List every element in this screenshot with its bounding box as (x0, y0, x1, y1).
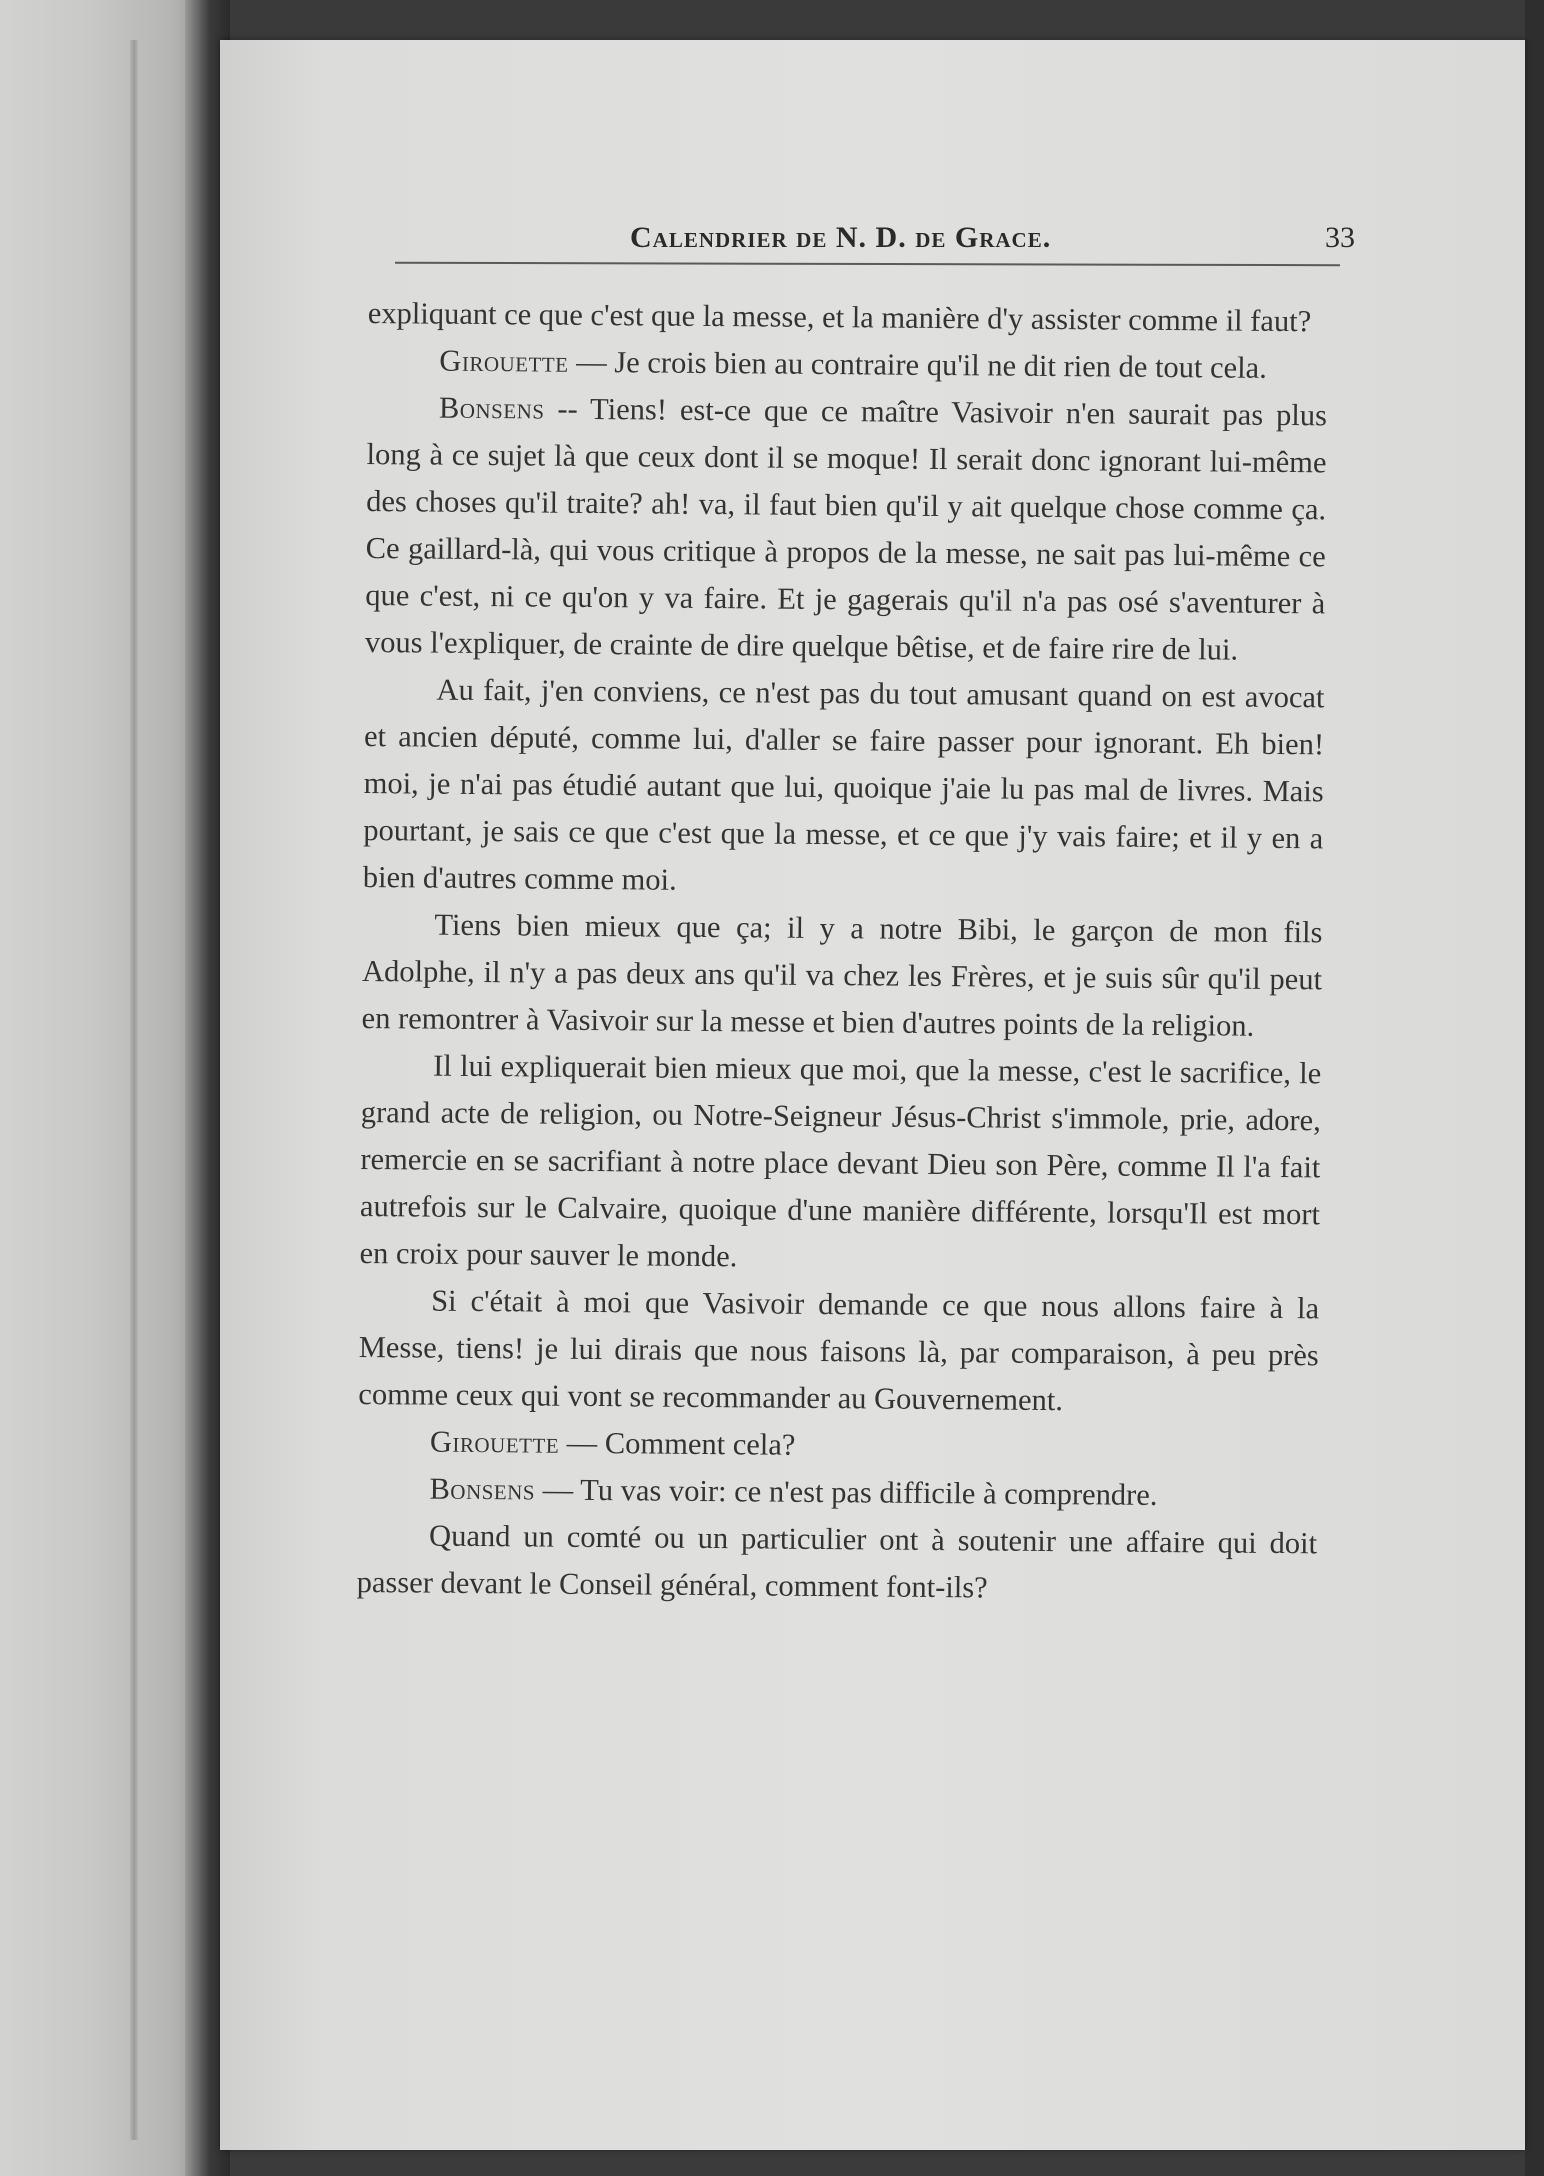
facing-page-edge (0, 0, 215, 2176)
paragraph (363, 666, 1325, 909)
scan-background-right (1525, 0, 1544, 2176)
scan-background-top (185, 0, 1544, 40)
page-number: 33 (1325, 221, 1355, 254)
running-header (395, 215, 1355, 265)
paragraph-text: — Je crois bien au contraire qu'il ne dit rien de tout cela. (576, 344, 1267, 385)
paragraph-text: Quand un comté ou un particulier ont à soutenir une affaire qui doit passer devant le Conseil général, comment font-ils? (356, 1518, 1318, 1605)
paragraph (361, 901, 1322, 1050)
running-title: Calendrier de N. D. de Grace. (630, 221, 1052, 254)
facing-page-fold (130, 40, 138, 2140)
speaker-name: Girouette (429, 1424, 560, 1460)
paragraph-text: Si c'était à moi que Vasivoir demande ce que nous allons faire à la Messe, tiens! je lui dirais que nous faisons là, par comparaison, à peu près comme ceux qui vont se recommander au Gouvernement. (358, 1283, 1320, 1418)
paragraph (358, 1277, 1319, 1426)
paragraph (357, 1512, 1318, 1614)
paragraph-text: Tiens bien mieux que ça; il y a notre Bibi, le garçon de mon fils Adolphe, il n'y a pas deux ans qu'il va chez les Frères, et je suis sûr qu'il peut en remontrer à Vasivoir sur la messe et bien d'autres points de la religion. (361, 907, 1323, 1043)
paragraph (365, 384, 1327, 674)
paragraph (368, 290, 1328, 345)
paragraph-text: Au fait, j'en conviens, ce n'est pas du tout amusant quand on est avocat et ancien député, comme lui, d'aller se faire passer pour ignorant. Eh bien! moi, je n'ai pas étudié autant que lui, quoique j'aie lu pas mal de livres. Mais pourtant, je sais ce que c'est que la messe, et ce que j'y vais faire; et il y en a bien d'autres comme moi. (362, 672, 1325, 897)
speaker-name: Bonsens (438, 390, 545, 426)
paragraph (359, 1042, 1321, 1285)
paragraph (357, 1465, 1317, 1520)
paragraph (358, 1418, 1318, 1473)
paragraph-text: Il lui expliquerait bien mieux que moi, que la messe, c'est le sacrifice, le grand acte de religion, ou Notre-Seigneur Jésus-Christ s'immole, prie, adore, remercie en se sacrifiant à notre place devant Dieu son Père, comme Il l'a fait autrefois sur le Calvaire, quoique d'une manière différente, lorsqu'Il est mort en croix pour sauver le monde. (359, 1048, 1322, 1274)
speaker-name: Girouette (439, 343, 569, 379)
paragraph-text: — Comment cela? (566, 1425, 796, 1462)
paragraph (367, 337, 1327, 392)
paragraph-text: -- Tiens! est-ce que ce maître Vasivoir n'en saurait pas plus long à ce sujet là que ceux dont il se moque! Il serait donc ignorant lui-même des choses qu'il traite? ah! va, il faut bien qu'il y ait quelque chose comme ça. Ce gaillard-là, qui vous critique à propos de la messe, ne sait pas lui-même ce que c'est, ni ce qu'on y va faire. Et je gagerais qu'il n'a pas osé s'aventurer à vous l'expliquer, de crainte de dire quelque bêtise, et de faire rire de lui. (364, 391, 1328, 667)
paragraph-text: expliquant ce que c'est que la messe, et la manière d'y assister comme il faut? (367, 295, 1312, 339)
speaker-name: Bonsens (429, 1471, 536, 1507)
body-text (357, 290, 1328, 1614)
paragraph-text: — Tu vas voir: ce n'est pas difficile à comprendre. (542, 1472, 1158, 1512)
